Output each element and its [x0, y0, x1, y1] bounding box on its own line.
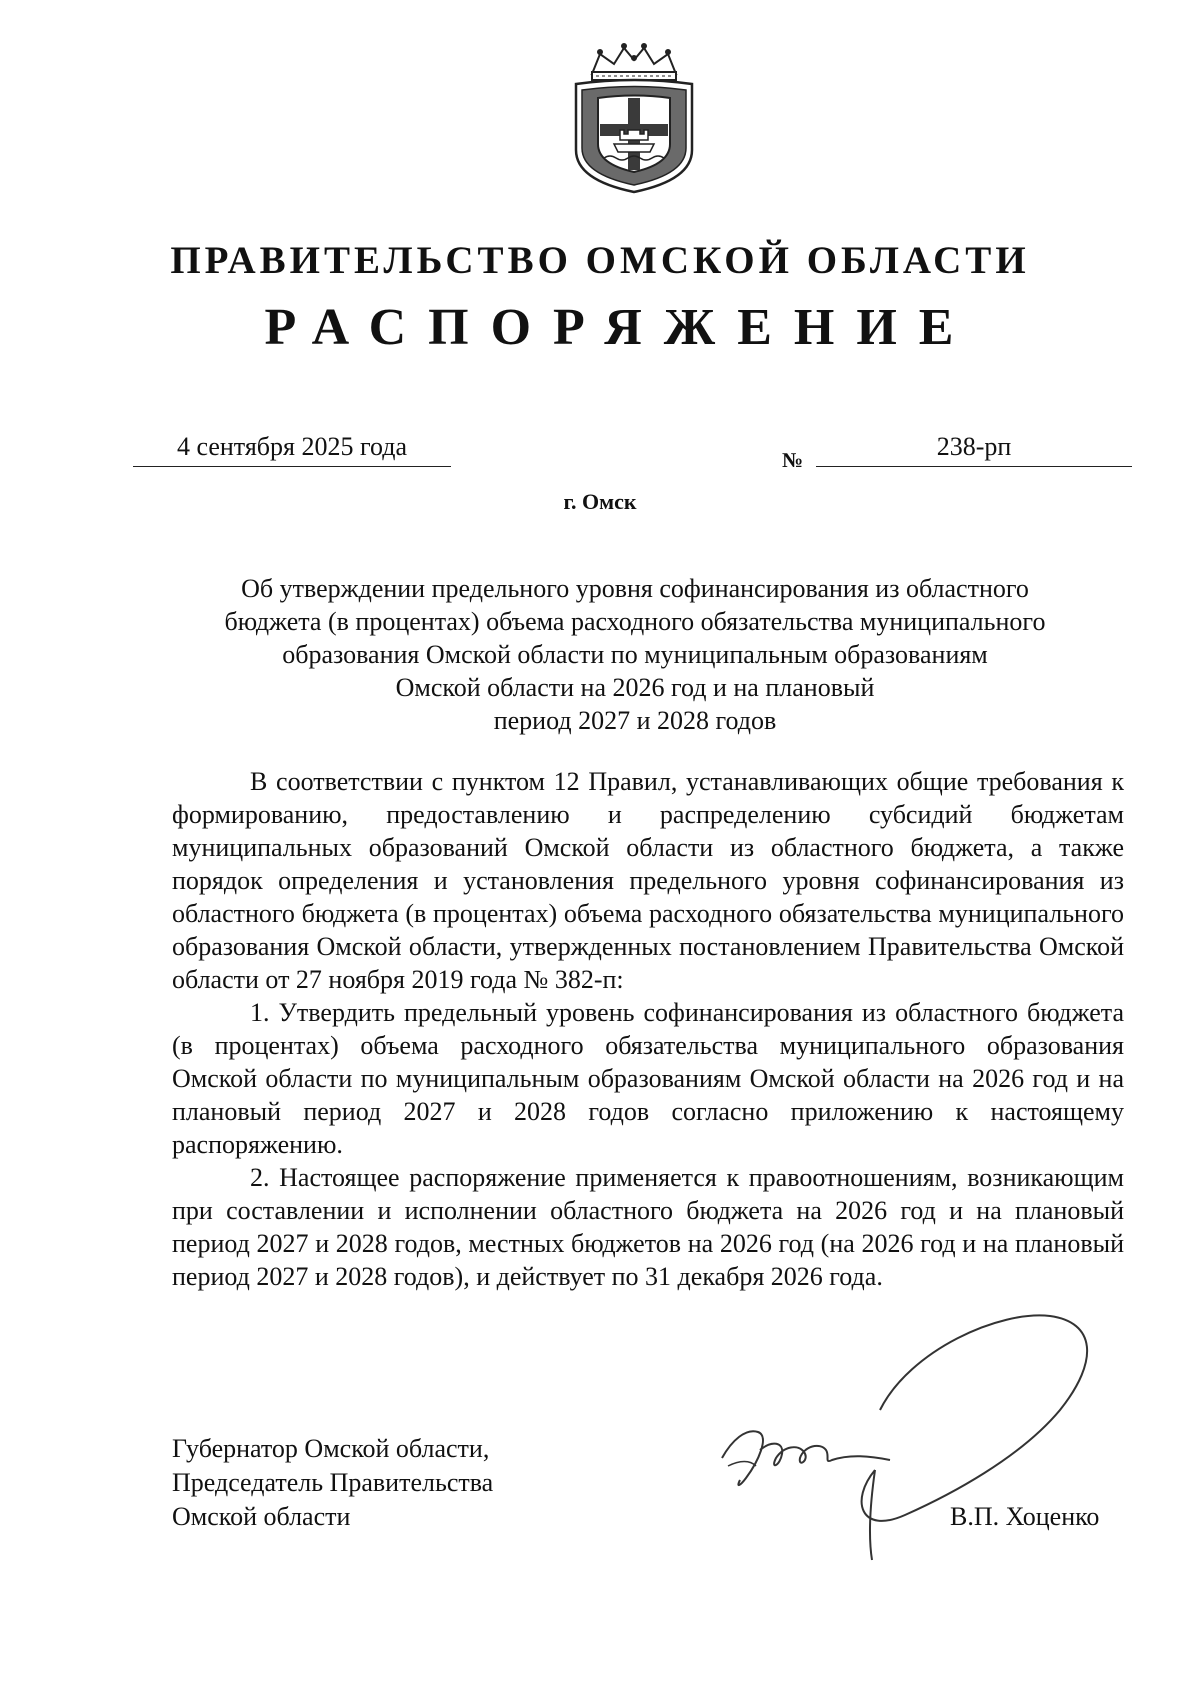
title-line: бюджета (в процентах) объема расходного обязательства муниципального	[224, 607, 1046, 636]
signatory-position	[172, 1432, 493, 1534]
date-underline	[133, 466, 451, 467]
title-line: образования Омской области по муниципальным образованиям	[282, 640, 988, 669]
number-underline	[816, 466, 1132, 467]
document-number: 238-рп	[936, 432, 1012, 461]
title-line: Омской области на 2026 год и на плановый	[395, 673, 875, 702]
document-title	[170, 572, 1100, 737]
signatory-position-line: Председатель Правительства	[172, 1468, 494, 1497]
item-1-paragraph: 1. Утвердить предельный уровень софинансирования из областного бюджета (в процентах) объема расходного обязательства муниципального образования Омской области по муниципальным образованиям Омской области на 2026 год и на плановый период 2027 и 2028 годов согласно приложению к настоящему распоряжению.	[172, 998, 1124, 1159]
document-body	[172, 765, 1124, 1293]
organization-name: ПРАВИТЕЛЬСТВО ОМСКОЙ ОБЛАСТИ	[170, 239, 1030, 282]
title-line: Об утверждении предельного уровня софинансирования из областного	[241, 574, 1029, 603]
number-sign: №	[782, 448, 804, 472]
title-line: период 2027 и 2028 годов	[493, 706, 777, 735]
document-city: г. Омск	[563, 489, 637, 514]
omsk-coat-of-arms-icon	[570, 40, 698, 196]
signatory-position-line: Омской области	[172, 1502, 351, 1531]
document-date: 4 сентября 2025 года	[176, 432, 407, 461]
handwritten-signature	[700, 1290, 1140, 1580]
signatory-name: В.П. Хоценко	[950, 1502, 1100, 1531]
signatory-position-line: Губернатор Омской области,	[172, 1434, 490, 1463]
item-2-paragraph: 2. Настоящее распоряжение применяется к правоотношениям, возникающим при составлении и исполнении областного бюджета на 2026 год и на плановый период 2027 и 2028 годов, местных бюджетов на 2026 год (на 2026 год и на плановый период 2027 и 2028 годов), и действует по 31 декабря 2026 года.	[172, 1163, 1124, 1291]
document-type: РАСПОРЯЖЕНИЕ	[264, 299, 976, 356]
preamble-paragraph: В соответствии с пунктом 12 Правил, устанавливающих общие требования к формированию, предоставлению и распределению субсидий бюджетам муниципальных образований Омской области из областного бюджета, а также порядок определения и установления предельного уровня софинансирования из областного бюджета (в процентах) объема расходного обязательства муниципального образования Омской области, утвержденных постановлением Правительства Омской области от 27 ноября 2019 года № 382-п:	[172, 767, 1124, 994]
